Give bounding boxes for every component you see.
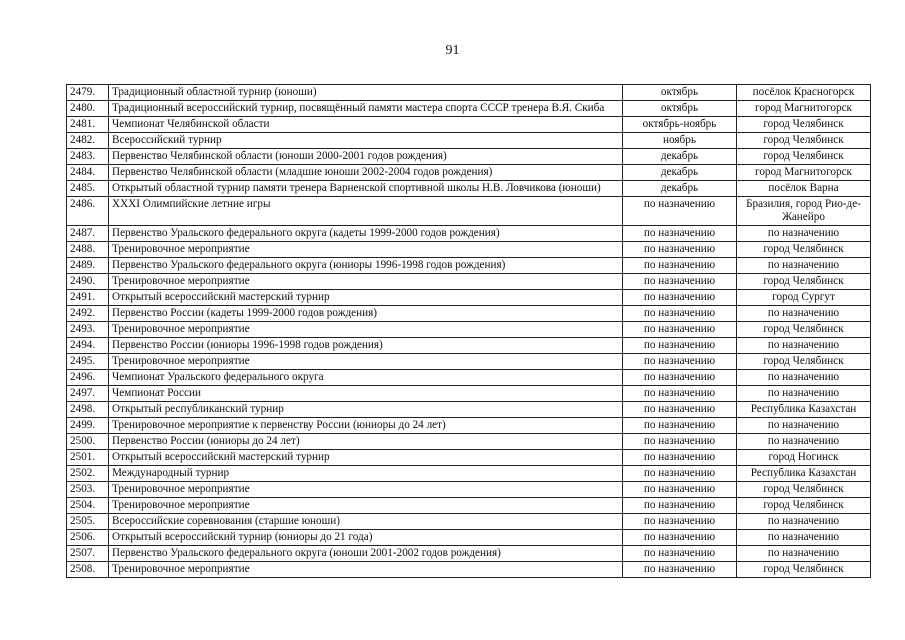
- row-number-cell: 2486.: [67, 197, 109, 226]
- row-number-cell: 2503.: [67, 482, 109, 498]
- table-row: [67, 514, 871, 530]
- table-row: [67, 258, 871, 274]
- event-date-cell: по назначению: [623, 354, 737, 370]
- table-row: [67, 322, 871, 338]
- row-number-cell: 2488.: [67, 242, 109, 258]
- event-date-cell: по назначению: [623, 197, 737, 226]
- event-name-cell: Открытый всероссийский мастерский турнир: [109, 450, 623, 466]
- event-name-cell: Чемпионат Уральского федерального округа: [109, 370, 623, 386]
- event-name-cell: Всероссийские соревнования (старшие юноши): [109, 514, 623, 530]
- row-number-cell: 2482.: [67, 133, 109, 149]
- event-place-cell: по назначению: [737, 226, 871, 242]
- table-row: [67, 338, 871, 354]
- row-number-cell: 2507.: [67, 546, 109, 562]
- event-name-cell: Первенство России (юниоры 1996-1998 годов рождения): [109, 338, 623, 354]
- row-number-cell: 2490.: [67, 274, 109, 290]
- table-row: [67, 354, 871, 370]
- table-row: [67, 562, 871, 578]
- event-place-cell: город Челябинск: [737, 562, 871, 578]
- event-place-cell: город Челябинск: [737, 149, 871, 165]
- row-number-cell: 2498.: [67, 402, 109, 418]
- event-date-cell: по назначению: [623, 530, 737, 546]
- event-name-cell: Первенство России (юниоры до 24 лет): [109, 434, 623, 450]
- event-place-cell: по назначению: [737, 370, 871, 386]
- event-place-cell: Бразилия, город Рио-де-Жанейро: [737, 197, 871, 226]
- row-number-cell: 2492.: [67, 306, 109, 322]
- table-row: [67, 133, 871, 149]
- event-place-cell: по назначению: [737, 258, 871, 274]
- event-place-cell: город Челябинск: [737, 482, 871, 498]
- event-place-cell: город Челябинск: [737, 274, 871, 290]
- event-name-cell: Первенство Челябинской области (юноши 2000-2001 годов рождения): [109, 149, 623, 165]
- row-number-cell: 2484.: [67, 165, 109, 181]
- event-place-cell: посёлок Красногорск: [737, 85, 871, 101]
- table-row: [67, 197, 871, 226]
- row-number-cell: 2501.: [67, 450, 109, 466]
- event-place-cell: по назначению: [737, 546, 871, 562]
- table-row: [67, 402, 871, 418]
- event-name-cell: Тренировочное мероприятие: [109, 354, 623, 370]
- event-date-cell: по назначению: [623, 242, 737, 258]
- event-date-cell: по назначению: [623, 562, 737, 578]
- table-row: [67, 386, 871, 402]
- event-name-cell: Тренировочное мероприятие: [109, 482, 623, 498]
- event-name-cell: Тренировочное мероприятие: [109, 498, 623, 514]
- table-row: [67, 306, 871, 322]
- row-number-cell: 2499.: [67, 418, 109, 434]
- event-name-cell: XXXI Олимпийские летние игры: [109, 197, 623, 226]
- event-name-cell: Международный турнир: [109, 466, 623, 482]
- table-row: [67, 165, 871, 181]
- event-place-cell: город Магнитогорск: [737, 101, 871, 117]
- table-row: [67, 450, 871, 466]
- event-name-cell: Первенство России (кадеты 1999-2000 годов рождения): [109, 306, 623, 322]
- row-number-cell: 2494.: [67, 338, 109, 354]
- row-number-cell: 2480.: [67, 101, 109, 117]
- event-place-cell: город Челябинск: [737, 133, 871, 149]
- event-place-cell: по назначению: [737, 418, 871, 434]
- events-table-body: [67, 85, 871, 578]
- event-date-cell: по назначению: [623, 418, 737, 434]
- event-date-cell: по назначению: [623, 322, 737, 338]
- event-place-cell: город Сургут: [737, 290, 871, 306]
- event-place-cell: по назначению: [737, 514, 871, 530]
- event-date-cell: декабрь: [623, 149, 737, 165]
- table-row: [67, 242, 871, 258]
- event-name-cell: Традиционный всероссийский турнир, посвящённый памяти мастера спорта СССР тренера В.Я. Скиба: [109, 101, 623, 117]
- event-name-cell: Тренировочное мероприятие: [109, 322, 623, 338]
- row-number-cell: 2500.: [67, 434, 109, 450]
- event-date-cell: по назначению: [623, 290, 737, 306]
- event-place-cell: город Челябинск: [737, 354, 871, 370]
- event-date-cell: по назначению: [623, 466, 737, 482]
- event-name-cell: Первенство Уральского федерального округа (юноши 2001-2002 годов рождения): [109, 546, 623, 562]
- row-number-cell: 2487.: [67, 226, 109, 242]
- event-place-cell: город Ногинск: [737, 450, 871, 466]
- event-date-cell: по назначению: [623, 258, 737, 274]
- row-number-cell: 2505.: [67, 514, 109, 530]
- event-name-cell: Всероссийский турнир: [109, 133, 623, 149]
- event-date-cell: по назначению: [623, 226, 737, 242]
- row-number-cell: 2506.: [67, 530, 109, 546]
- row-number-cell: 2483.: [67, 149, 109, 165]
- event-date-cell: декабрь: [623, 165, 737, 181]
- event-name-cell: Тренировочное мероприятие к первенству России (юниоры до 24 лет): [109, 418, 623, 434]
- event-place-cell: по назначению: [737, 434, 871, 450]
- event-name-cell: Первенство Челябинской области (младшие юноши 2002-2004 годов рождения): [109, 165, 623, 181]
- event-name-cell: Открытый областной турнир памяти тренера Варненской спортивной школы Н.В. Ловчикова (юноши): [109, 181, 623, 197]
- event-date-cell: ноябрь: [623, 133, 737, 149]
- page-number: 91: [445, 43, 460, 58]
- event-name-cell: Тренировочное мероприятие: [109, 242, 623, 258]
- table-row: [67, 546, 871, 562]
- table-row: [67, 226, 871, 242]
- table-row: [67, 274, 871, 290]
- event-date-cell: по назначению: [623, 386, 737, 402]
- event-name-cell: Тренировочное мероприятие: [109, 562, 623, 578]
- events-table: [66, 84, 871, 578]
- row-number-cell: 2508.: [67, 562, 109, 578]
- event-name-cell: Открытый всероссийский турнир (юниоры до 21 года): [109, 530, 623, 546]
- table-row: [67, 181, 871, 197]
- row-number-cell: 2495.: [67, 354, 109, 370]
- event-date-cell: по назначению: [623, 514, 737, 530]
- event-date-cell: октябрь: [623, 101, 737, 117]
- row-number-cell: 2489.: [67, 258, 109, 274]
- row-number-cell: 2497.: [67, 386, 109, 402]
- event-place-cell: по назначению: [737, 530, 871, 546]
- row-number-cell: 2493.: [67, 322, 109, 338]
- event-place-cell: город Челябинск: [737, 498, 871, 514]
- table-row: [67, 466, 871, 482]
- event-place-cell: город Челябинск: [737, 117, 871, 133]
- row-number-cell: 2504.: [67, 498, 109, 514]
- table-row: [67, 290, 871, 306]
- table-row: [67, 85, 871, 101]
- event-place-cell: город Челябинск: [737, 322, 871, 338]
- event-date-cell: по назначению: [623, 546, 737, 562]
- table-row: [67, 530, 871, 546]
- event-date-cell: по назначению: [623, 306, 737, 322]
- table-row: [67, 498, 871, 514]
- row-number-cell: 2496.: [67, 370, 109, 386]
- event-name-cell: Чемпионат Челябинской области: [109, 117, 623, 133]
- event-date-cell: по назначению: [623, 274, 737, 290]
- event-place-cell: Республика Казахстан: [737, 402, 871, 418]
- event-date-cell: по назначению: [623, 450, 737, 466]
- event-place-cell: город Магнитогорск: [737, 165, 871, 181]
- table-row: [67, 370, 871, 386]
- event-date-cell: декабрь: [623, 181, 737, 197]
- row-number-cell: 2502.: [67, 466, 109, 482]
- row-number-cell: 2485.: [67, 181, 109, 197]
- row-number-cell: 2479.: [67, 85, 109, 101]
- table-row: [67, 434, 871, 450]
- table-row: [67, 482, 871, 498]
- table-row: [67, 149, 871, 165]
- event-date-cell: по назначению: [623, 434, 737, 450]
- event-place-cell: по назначению: [737, 306, 871, 322]
- event-place-cell: по назначению: [737, 338, 871, 354]
- event-date-cell: по назначению: [623, 338, 737, 354]
- table-row: [67, 117, 871, 133]
- event-date-cell: по назначению: [623, 402, 737, 418]
- event-place-cell: по назначению: [737, 386, 871, 402]
- event-date-cell: октябрь-ноябрь: [623, 117, 737, 133]
- table-row: [67, 101, 871, 117]
- event-name-cell: Открытый республиканский турнир: [109, 402, 623, 418]
- event-place-cell: Республика Казахстан: [737, 466, 871, 482]
- event-place-cell: посёлок Варна: [737, 181, 871, 197]
- event-name-cell: Открытый всероссийский мастерский турнир: [109, 290, 623, 306]
- table-row: [67, 418, 871, 434]
- event-name-cell: Первенство Уральского федерального округа (кадеты 1999-2000 годов рождения): [109, 226, 623, 242]
- event-name-cell: Традиционный областной турнир (юноши): [109, 85, 623, 101]
- row-number-cell: 2491.: [67, 290, 109, 306]
- event-date-cell: октябрь: [623, 85, 737, 101]
- event-place-cell: город Челябинск: [737, 242, 871, 258]
- event-date-cell: по назначению: [623, 482, 737, 498]
- event-name-cell: Первенство Уральского федерального округа (юниоры 1996-1998 годов рождения): [109, 258, 623, 274]
- event-name-cell: Тренировочное мероприятие: [109, 274, 623, 290]
- event-date-cell: по назначению: [623, 370, 737, 386]
- event-date-cell: по назначению: [623, 498, 737, 514]
- event-name-cell: Чемпионат России: [109, 386, 623, 402]
- row-number-cell: 2481.: [67, 117, 109, 133]
